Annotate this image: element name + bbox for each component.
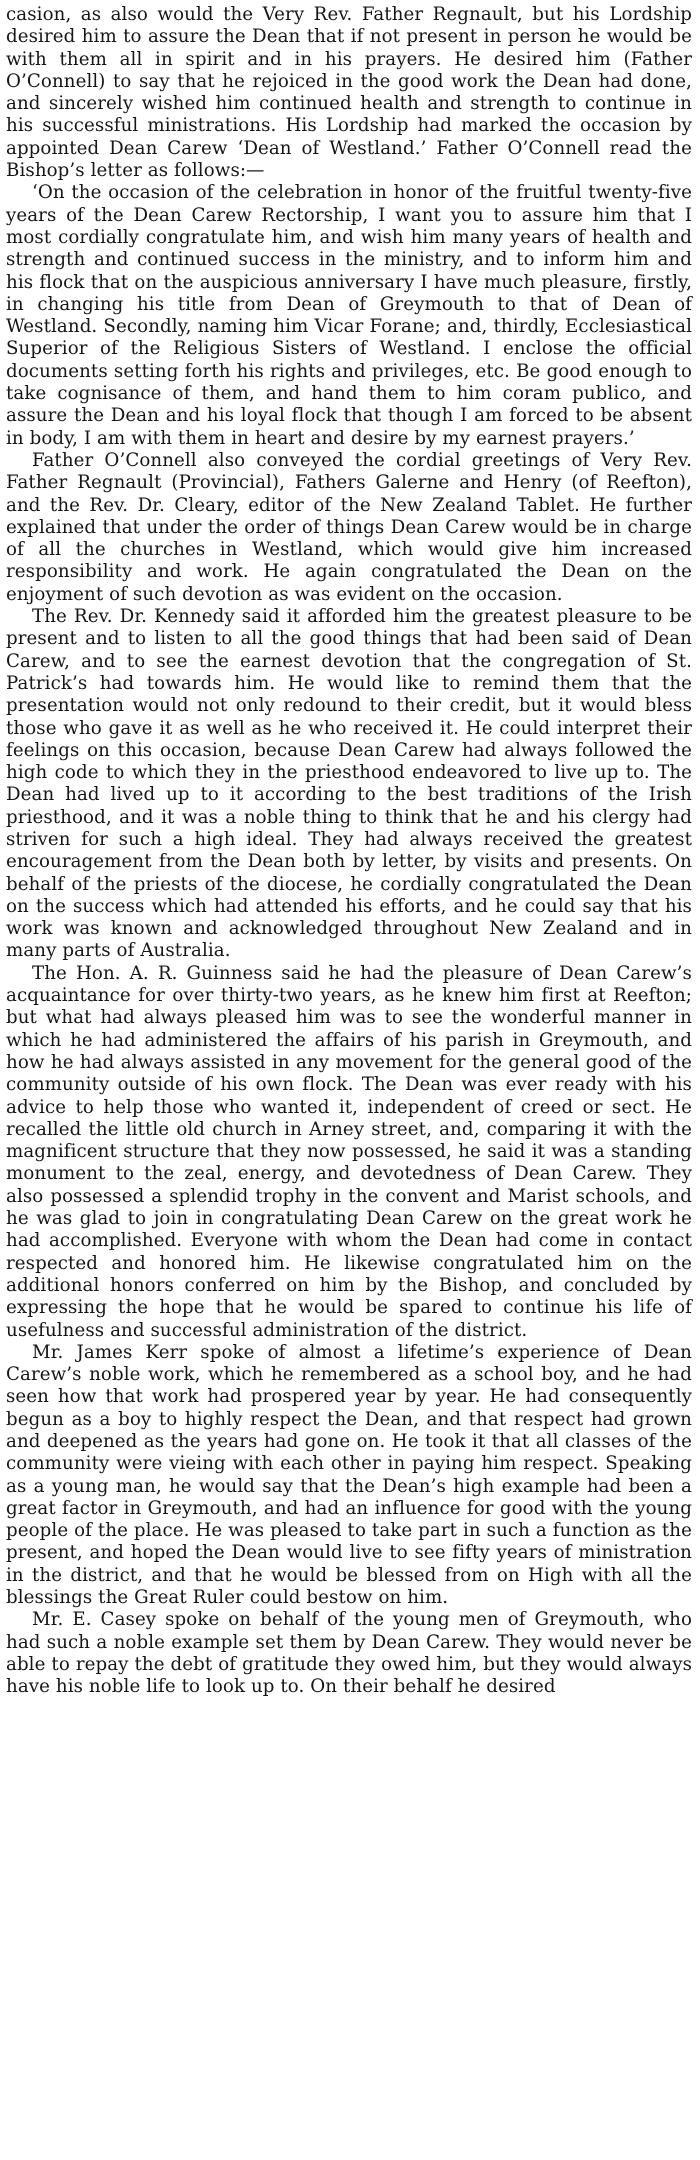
paragraph-james-kerr: Mr. James Kerr spoke of almost a lifetime’s experience of Dean Carew’s noble work, which he remembered as a school boy, and he had seen how that work had prospered year by year. He had consequently begun as a boy to highly respect the Dean, and that respect had grown and deepened as the years had gone on. He took it that all classes of the community were vieing with each other in paying him respect. Speaking as a young man, he would say that the Dean’s high example had been a great factor in Greymouth, and had an influence for good with the young people of the place. He was pleased to take part in such a function as the present, and hoped the Dean would live to see fifty years of ministration in the district, and that he would be blessed from on High with all the blessings the Great Ruler could bestow on him. <box>6 1341 692 1609</box>
paragraph-bishop-message: casion, as also would the Very Rev. Father Regnault, but his Lordship desired him to assure the Dean that if not present in person he would be with them all in spirit and in his prayers. He desired him (Father O’Connell) to say that he rejoiced in the good work the Dean had done, and sincerely wished him continued health and strength to continue in his successful ministrations. His Lordship had marked the occasion by appointed Dean Carew ‘Dean of Westland.’ Father O’Connell read the Bishop’s letter as follows:— <box>6 4 692 182</box>
paragraph-e-casey: Mr. E. Casey spoke on behalf of the young men of Greymouth, who had such a noble example set them by Dean Carew. They would never be able to repay the debt of gratitude they owed him, but they would always have his noble life to look up to. On their behalf he desired <box>6 1609 692 1698</box>
paragraph-father-oconnell: Father O’Connell also conveyed the cordial greetings of Very Rev. Father Regnault (Provincial), Fathers Galerne and Henry (of Reefton), and the Rev. Dr. Cleary, editor of the New Zealand Tablet. He further explained that under the order of things Dean Carew would be in charge of all the churches in Westland, which would give him increased responsibility and work. He again congratulated the Dean on the enjoyment of such devotion as was evident on the occasion. <box>6 449 692 605</box>
paragraph-hon-guinness: The Hon. A. R. Guinness said he had the pleasure of Dean Carew’s acquaintance for over thirty-two years, as he knew him first at Reefton; but what had always pleased him was to see the wonderful manner in which he had administered the affairs of his parish in Greymouth, and how he had always assisted in any movement for the general good of the community outside of his own flock. The Dean was ever ready with his advice to help those who wanted it, independent of creed or sect. He recalled the little old church in Arney street, and, comparing it with the magnificent structure that they now possessed, he said it was a standing monument to the zeal, energy, and devotedness of Dean Carew. They also possessed a splendid trophy in the convent and Marist schools, and he was glad to join in congratulating Dean Carew on the great work he had accomplished. Everyone with whom the Dean had come in contact respected and honored him. He likewise congratulated him on the additional honors conferred on him by the Bishop, and concluded by expressing the hope that he would be spared to continue his life of usefulness and successful administration of the district. <box>6 962 692 1341</box>
paragraph-bishop-letter-quote: ‘On the occasion of the celebration in honor of the fruitful twenty-five years of the Dean Carew Rectorship, I want you to assure him that I most cordially congratulate him, and wish him many years of health and strength and continued success in the ministry, and to inform him and his flock that on the auspicious anniversary I have much pleasure, firstly, in changing his title from Dean of Greymouth to that of Dean of Westland. Secondly, naming him Vicar Forane; and, thirdly, Ecclesiastical Superior of the Religious Sisters of Westland. I enclose the official documents setting forth his rights and privileges, etc. Be good enough to take cognisance of them, and hand them to him coram publico, and assure the Dean and his loyal flock that though I am forced to be absent in body, I am with them in heart and desire by my earnest prayers.’ <box>6 182 692 449</box>
paragraph-dr-kennedy: The Rev. Dr. Kennedy said it afforded him the greatest pleasure to be present and to listen to all the good things that had been said of Dean Carew, and to see the earnest devotion that the congregation of St. Patrick’s had towards him. He would like to remind them that the presentation would not only redound to their credit, but it would bless those who gave it as well as he who received it. He could interpret their feelings on this occasion, because Dean Carew had always followed the high code to which they in the priesthood endeavored to live up to. The Dean had lived up to it according to the best traditions of the Irish priesthood, and it was a noble thing to think that he and his clergy had striven for such a high ideal. They had always received the greatest encouragement from the Dean both by letter, by visits and presents. On behalf of the priests of the diocese, he cordially congratulated the Dean on the success which had attended his efforts, and he could say that his work was known and acknowledged throughout New Zealand and in many parts of Australia. <box>6 606 692 962</box>
